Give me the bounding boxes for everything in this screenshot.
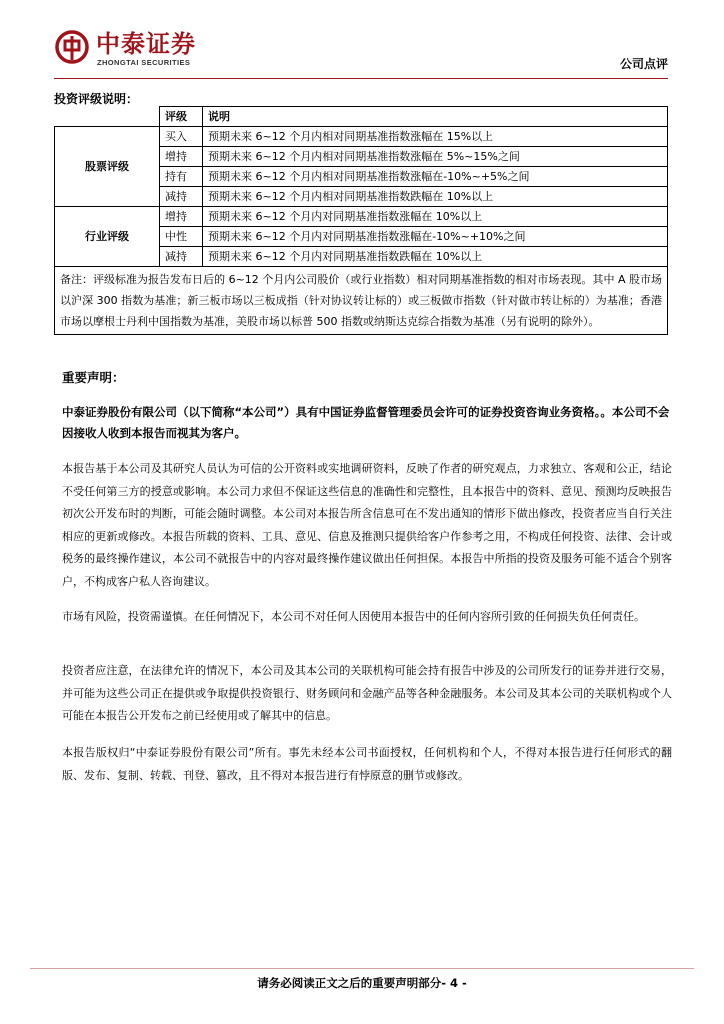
declaration-paragraph: 本报告基于本公司及其研究人员认为可信的公开资料或实地调研资料，反映了作者的研究观点，力求独立、客观和公正，结论不受任何第三方的授意或影响。本公司力求但不保证这些信息的准确性和完整性，且本报告中的资料、意见、预测均反映报告初次公开发布时的判断，可能会随时调整。本公司对本报告所含信息可在不发出通知的情形下做出修改，投资者应当自行关注相应的更新或修改。本报告所载的资料、工具、意见、信息及推测只提供给客户作参考之用，不构成任何投资、法律、会计或税务的最终操作建议，本公司不就报告中的内容对最终操作建议做出任何担保。本报告中所指的投资及服务可能不适合个别客户，不构成客户私人咨询建议。 [62, 462, 672, 588]
rating-level: 减持 [160, 187, 203, 207]
rating-level: 减持 [160, 247, 203, 267]
table-header-row [55, 107, 668, 127]
declaration-qualification: 中泰证券股份有限公司（以下简称“本公司”）具有中国证券监督管理委员会许可的证券投资咨询业务资格。。本公司不会因接收人收到本报告而视其为客户。 [62, 405, 670, 440]
declaration-title: 重要声明： [62, 370, 125, 385]
company-logo-english: ZHONGTAI SECURITIES [97, 58, 191, 67]
declaration-paragraph: 市场有风险，投资需谨慎。在任何情况下，本公司不对任何人因使用本报告中的任何内容所引致的任何损失负任何责任。 [62, 610, 645, 623]
column-header-level: 评级 [160, 107, 203, 127]
rating-table [54, 106, 668, 335]
rating-level: 持有 [160, 167, 203, 187]
table-row [55, 207, 668, 227]
header-divider [54, 78, 668, 79]
rating-desc: 预期未来 6~12 个月内对同期基准指数涨幅在-10%~+10%之间 [203, 227, 668, 247]
rating-desc: 预期未来 6~12 个月内相对同期基准指数涨幅在 15%以上 [203, 127, 668, 147]
rating-desc: 预期未来 6~12 个月内相对同期基准指数涨幅在-10%~+5%之间 [203, 167, 668, 187]
rating-desc: 预期未来 6~12 个月内相对同期基准指数跌幅在 10%以上 [203, 187, 668, 207]
rating-section-title: 投资评级说明： [54, 92, 139, 106]
rating-level: 增持 [160, 207, 203, 227]
table-note-row [55, 267, 668, 335]
rating-level: 增持 [160, 147, 203, 167]
rating-level: 买入 [160, 127, 203, 147]
rating-desc: 预期未来 6~12 个月内相对同期基准指数涨幅在 5%~15%之间 [203, 147, 668, 167]
rating-note: 备注：评级标准为报告发布日后的 6~12 个月内公司股价（或行业指数）相对同期基准指数的相对市场表现。其中 A 股市场以沪深 300 指数为基准；新三板市场以三板成指（针对协议转让标的）或三板做市指数（针对做市转让标的）为基准；香港市场以摩根士丹利中国指数为基准，美股市场以标普 500 指数或纳斯达克综合指数为基准（另有说明的除外）。 [55, 267, 668, 335]
industry-rating-group-label: 行业评级 [55, 207, 160, 267]
stock-rating-group-label: 股票评级 [55, 127, 160, 207]
footer-notice: 请务必阅读正文之后的重要声明部分- 4 - [257, 976, 467, 990]
footer-divider [30, 968, 694, 969]
column-header-desc: 说明 [203, 107, 668, 127]
rating-desc: 预期未来 6~12 个月内对同期基准指数涨幅在 10%以上 [203, 207, 668, 227]
report-type-label: 公司点评 [619, 57, 668, 71]
zhongtai-logo-icon [55, 30, 89, 64]
table-row [55, 127, 668, 147]
table-corner-cell [55, 107, 160, 127]
declaration-paragraph: 投资者应注意，在法律允许的情况下，本公司及其本公司的关联机构可能会持有报告中涉及的公司所发行的证券并进行交易，并可能为这些公司正在提供或争取提供投资银行、财务顾问和金融产品等各种金融服务。本公司及其本公司的关联机构或个人可能在本报告公开发布之前已经使用或了解其中的信息。 [62, 664, 672, 722]
page-header [0, 0, 724, 80]
declaration-paragraph: 本报告版权归“中泰证券股份有限公司”所有。事先未经本公司书面授权，任何机构和个人，不得对本报告进行任何形式的翻版、发布、复制、转载、刊登、篡改，且不得对本报告进行有悖原意的删节或修改。 [62, 746, 672, 782]
rating-desc: 预期未来 6~12 个月内对同期基准指数跌幅在 10%以上 [203, 247, 668, 267]
company-logo-text: 中泰证券 [96, 30, 196, 58]
rating-level: 中性 [160, 227, 203, 247]
